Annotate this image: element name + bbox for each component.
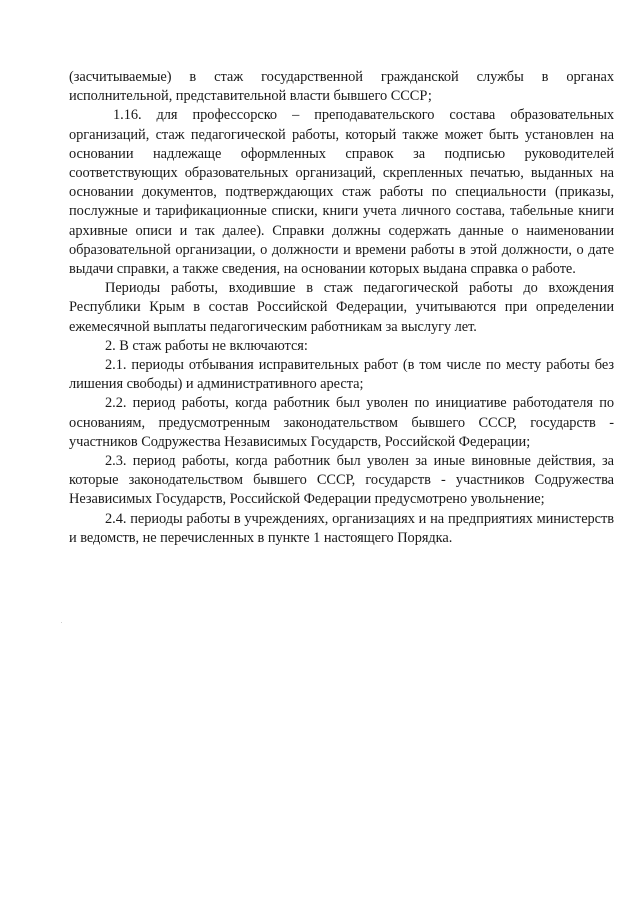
paragraph-2-3: 2.3. период работы, когда работник был уволен за иные виновные действия, за которые законодательством бывшего СССР, государств - участников Содружества Независимых Государств, Российской Федерации предусмотрено увольнение;: [69, 453, 614, 508]
scan-speck: [61, 622, 62, 623]
paragraph-2-heading: 2. В стаж работы не включаются:: [105, 337, 308, 354]
paragraph-crimea-periods: Периоды работы, входившие в стаж педагогической работы до вхождения Республики Крым в состав Российской Федерации, учитываются при определении ежемесячной выплаты педагогическим работникам за выслугу лет.: [69, 280, 614, 335]
paragraph-2-1: 2.1. периоды отбывания исправительных работ (в том числе по месту работы без лишения свободы) и административного ареста;: [69, 357, 614, 393]
paragraph-continuation: (засчитываемые) в стаж государственной гражданской службы в органах исполнительной, представительной власти бывшего СССР;: [69, 69, 614, 105]
paragraph-2-4: 2.4. периоды работы в учреждениях, организациях и на предприятиях министерств и ведомств, не перечисленных в пункте 1 настоящего Порядка.: [69, 510, 614, 546]
paragraph-1-16: 1.16. для профессорско – преподавательского состава образовательных организаций, стаж педагогической работы, который также может быть установлен на основании надлежаще оформленных справок за подписью руководителей соответствующих образовательных организаций, скрепленных печатью, выданных на основании документов, подтверждающих стаж работы по специальности (приказы, послужные и тарификационные списки, книги учета личного состава, табельные книги архивные описи и так далее). Справки должны содержать данные о наименовании образовательной организации, о должности и времени работы в этой должности, о дате выдачи справки, а также сведения, на основании которых выдана справка о работе.: [69, 107, 614, 278]
document-body: [69, 68, 614, 548]
paragraph-2-2: 2.2. период работы, когда работник был уволен по инициативе работодателя по основаниям, предусмотренным законодательством бывшего СССР, государств - участников Содружества Независимых Государств, Российской Федерации;: [69, 395, 614, 450]
